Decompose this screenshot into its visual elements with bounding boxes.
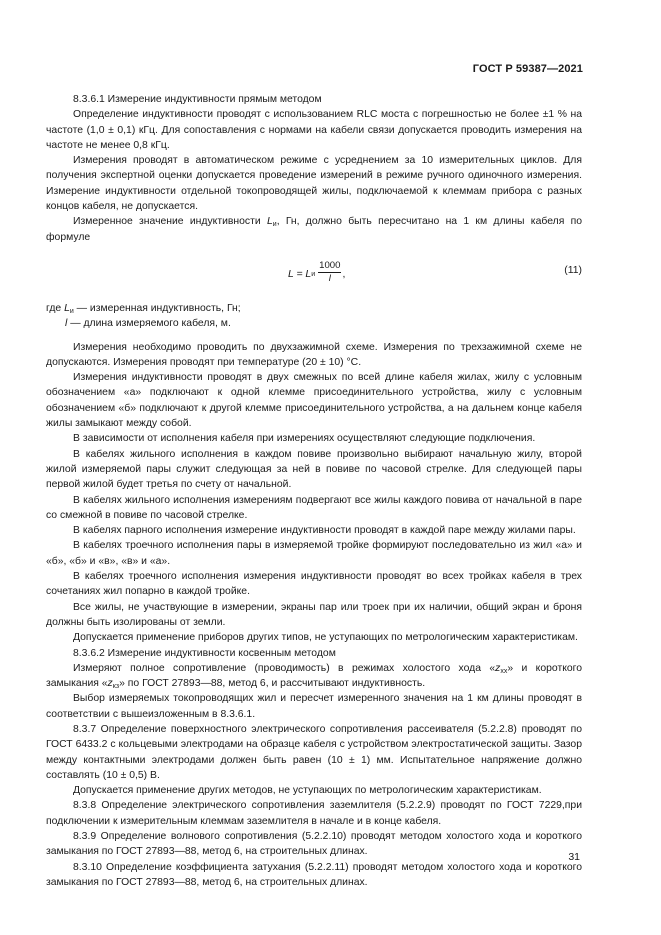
section-8-3-7: 8.3.7 Определение поверхностного электрического сопротивления рассеивателя (5.2.2.8) проводят по ГОСТ 6433.2 с кольцевыми электродами на образце кабеля с устройством электростатической защиты. Зазор между контактными электродами должен быть равен (10 ± 1) мм. Испытательное напряжение должно составлять (10 ± 0,5) В. [46, 723, 582, 781]
paragraph: Допускается применение других методов, не уступающих по метрологическим характеристикам. [73, 785, 542, 797]
paragraph: Все жилы, не участвующие в измерении, экраны пар или троек при их наличии, общий экран и броня должны быть изолированы от земли. [46, 601, 582, 628]
section-8-3-9: 8.3.9 Определение волнового сопротивления (5.2.2.10) проводят методом холостого хода и короткого замыкания по ГОСТ 27893—88, метод 6, на строительных длинах. [46, 831, 582, 858]
page-number: 31 [568, 851, 580, 863]
paragraph: В зависимости от исполнения кабеля при измерениях осуществляют следующие подключения. [73, 433, 536, 445]
paragraph: В кабелях троечного исполнения измерения индуктивности проводят во всех тройках кабеля в трех сочетаниях жил попарно в каждой тройке. [46, 571, 582, 598]
paragraph-measured-value: Измеренное значение индуктивности $L_и$, Гн, должно быть пересчитано на 1 км длины кабеля по формуле [46, 216, 582, 243]
paragraph: Измерения индуктивности проводят в двух смежных по всей длине кабеля жилах, жилу с условным обозначением «а» подключают к одной клемме присоединительного устройства, жилу с условным обозначением «б» подключают к другой клемме присоединительного устройства, а на дальнем конце кабеля жилы замыкают между собой. [46, 372, 582, 430]
paragraph: В кабелях парного исполнения измерение индуктивности проводят в каждой паре между жилами пары. [73, 525, 576, 537]
formula-fraction [318, 260, 341, 285]
paragraph: В кабелях троечного исполнения пары в измеряемой тройке формируют последовательно из жил «а» и «б», «б» и «в», «в» и «а». [46, 540, 582, 567]
section-8-3-8: 8.3.8 Определение электрического сопротивления заземлителя (5.2.2.9) проводят по ГОСТ 7229,при подключении к измерительным клеммам заземлителя в начале и в конце кабеля. [46, 800, 582, 827]
section-heading-8-3-6-2: 8.3.6.2 Измерение индуктивности косвенным методом [73, 647, 336, 659]
formula-lhs: L = L [288, 269, 312, 281]
paragraph: Измерения проводят в автоматическом режиме с усреднением за 10 измерительных циклов. Для получения экспертной оценки допускается проведение измерений в режиме ручного одиночного измерения. Измерение индуктивности отдельной токопроводящей жилы, подключаемой к клеммам прибора с разных концов кабеля, не допускается. [46, 155, 582, 213]
paragraph: В кабелях жильного исполнения в каждом повиве произвольно выбирают начальную жилу, второй жилой измеряемой пары служит следующая за ней в повиве по часовой стрелке. Для следующей пары первой жилой будет третья по счету от начальной. [46, 448, 582, 491]
document-header: ГОСТ Р 59387—2021 [472, 63, 583, 75]
paragraph: Определение индуктивности проводят с использованием RLC моста с погрешностью не более ±1 % на частоте (1,0 ± 0,1) кГц. Для сопоставления с нормами на кабели связи допускается проводить измерения на частоте не менее 0,8 кГц. [46, 109, 582, 151]
formula-numerator: 1000 [319, 260, 341, 272]
paragraph: В кабелях жильного исполнения измерениям подвергают все жилы каждого повива от начальной в паре со смежной в повиве по часовой стрелке. [46, 494, 582, 521]
paragraph: Выбор измеряемых токопроводящих жил и пересчет измеренного значения на 1 км длины проводят в соответствии с вышеизложенным в 8.3.6.1. [46, 693, 582, 720]
paragraph-impedance: Измеряют полное сопротивление (проводимость) в режимах холостого хода «$z_{хх}$» и короткого замыкания «$z_{кз}$» по ГОСТ 27893—88, метод 6, и рассчитывают индуктивность. [46, 662, 582, 691]
symbol-L: L [266, 216, 273, 228]
paragraph: Измерения необходимо проводить по двухзажимной схеме. Измерения по трехзажимной схеме не допускаются. Измерения проводят при температуре (20 ± 10) °С. [46, 341, 582, 368]
paragraph: Допускается применение приборов других типов, не уступающих по метрологическим характеристикам. [73, 632, 578, 644]
where-clause: где $L_и$ — измеренная индуктивность, Гн; l — длина измеряемого кабеля, м. [46, 302, 241, 330]
section-heading-8-3-6-1: 8.3.6.1 Измерение индуктивности прямым методом [73, 94, 322, 105]
formula-11: L = L и $\frac{1000}{l}$ , (11) [288, 260, 582, 285]
document-body [46, 92, 582, 890]
formula-denominator: l [328, 273, 331, 285]
formula-number: (11) [564, 264, 582, 276]
section-8-3-10: 8.3.10 Определение коэффициента затухания (5.2.2.11) проводят методом холостого хода и короткого замыкания по ГОСТ 27893—88, метод 6, на строительных длинах. [46, 861, 582, 888]
